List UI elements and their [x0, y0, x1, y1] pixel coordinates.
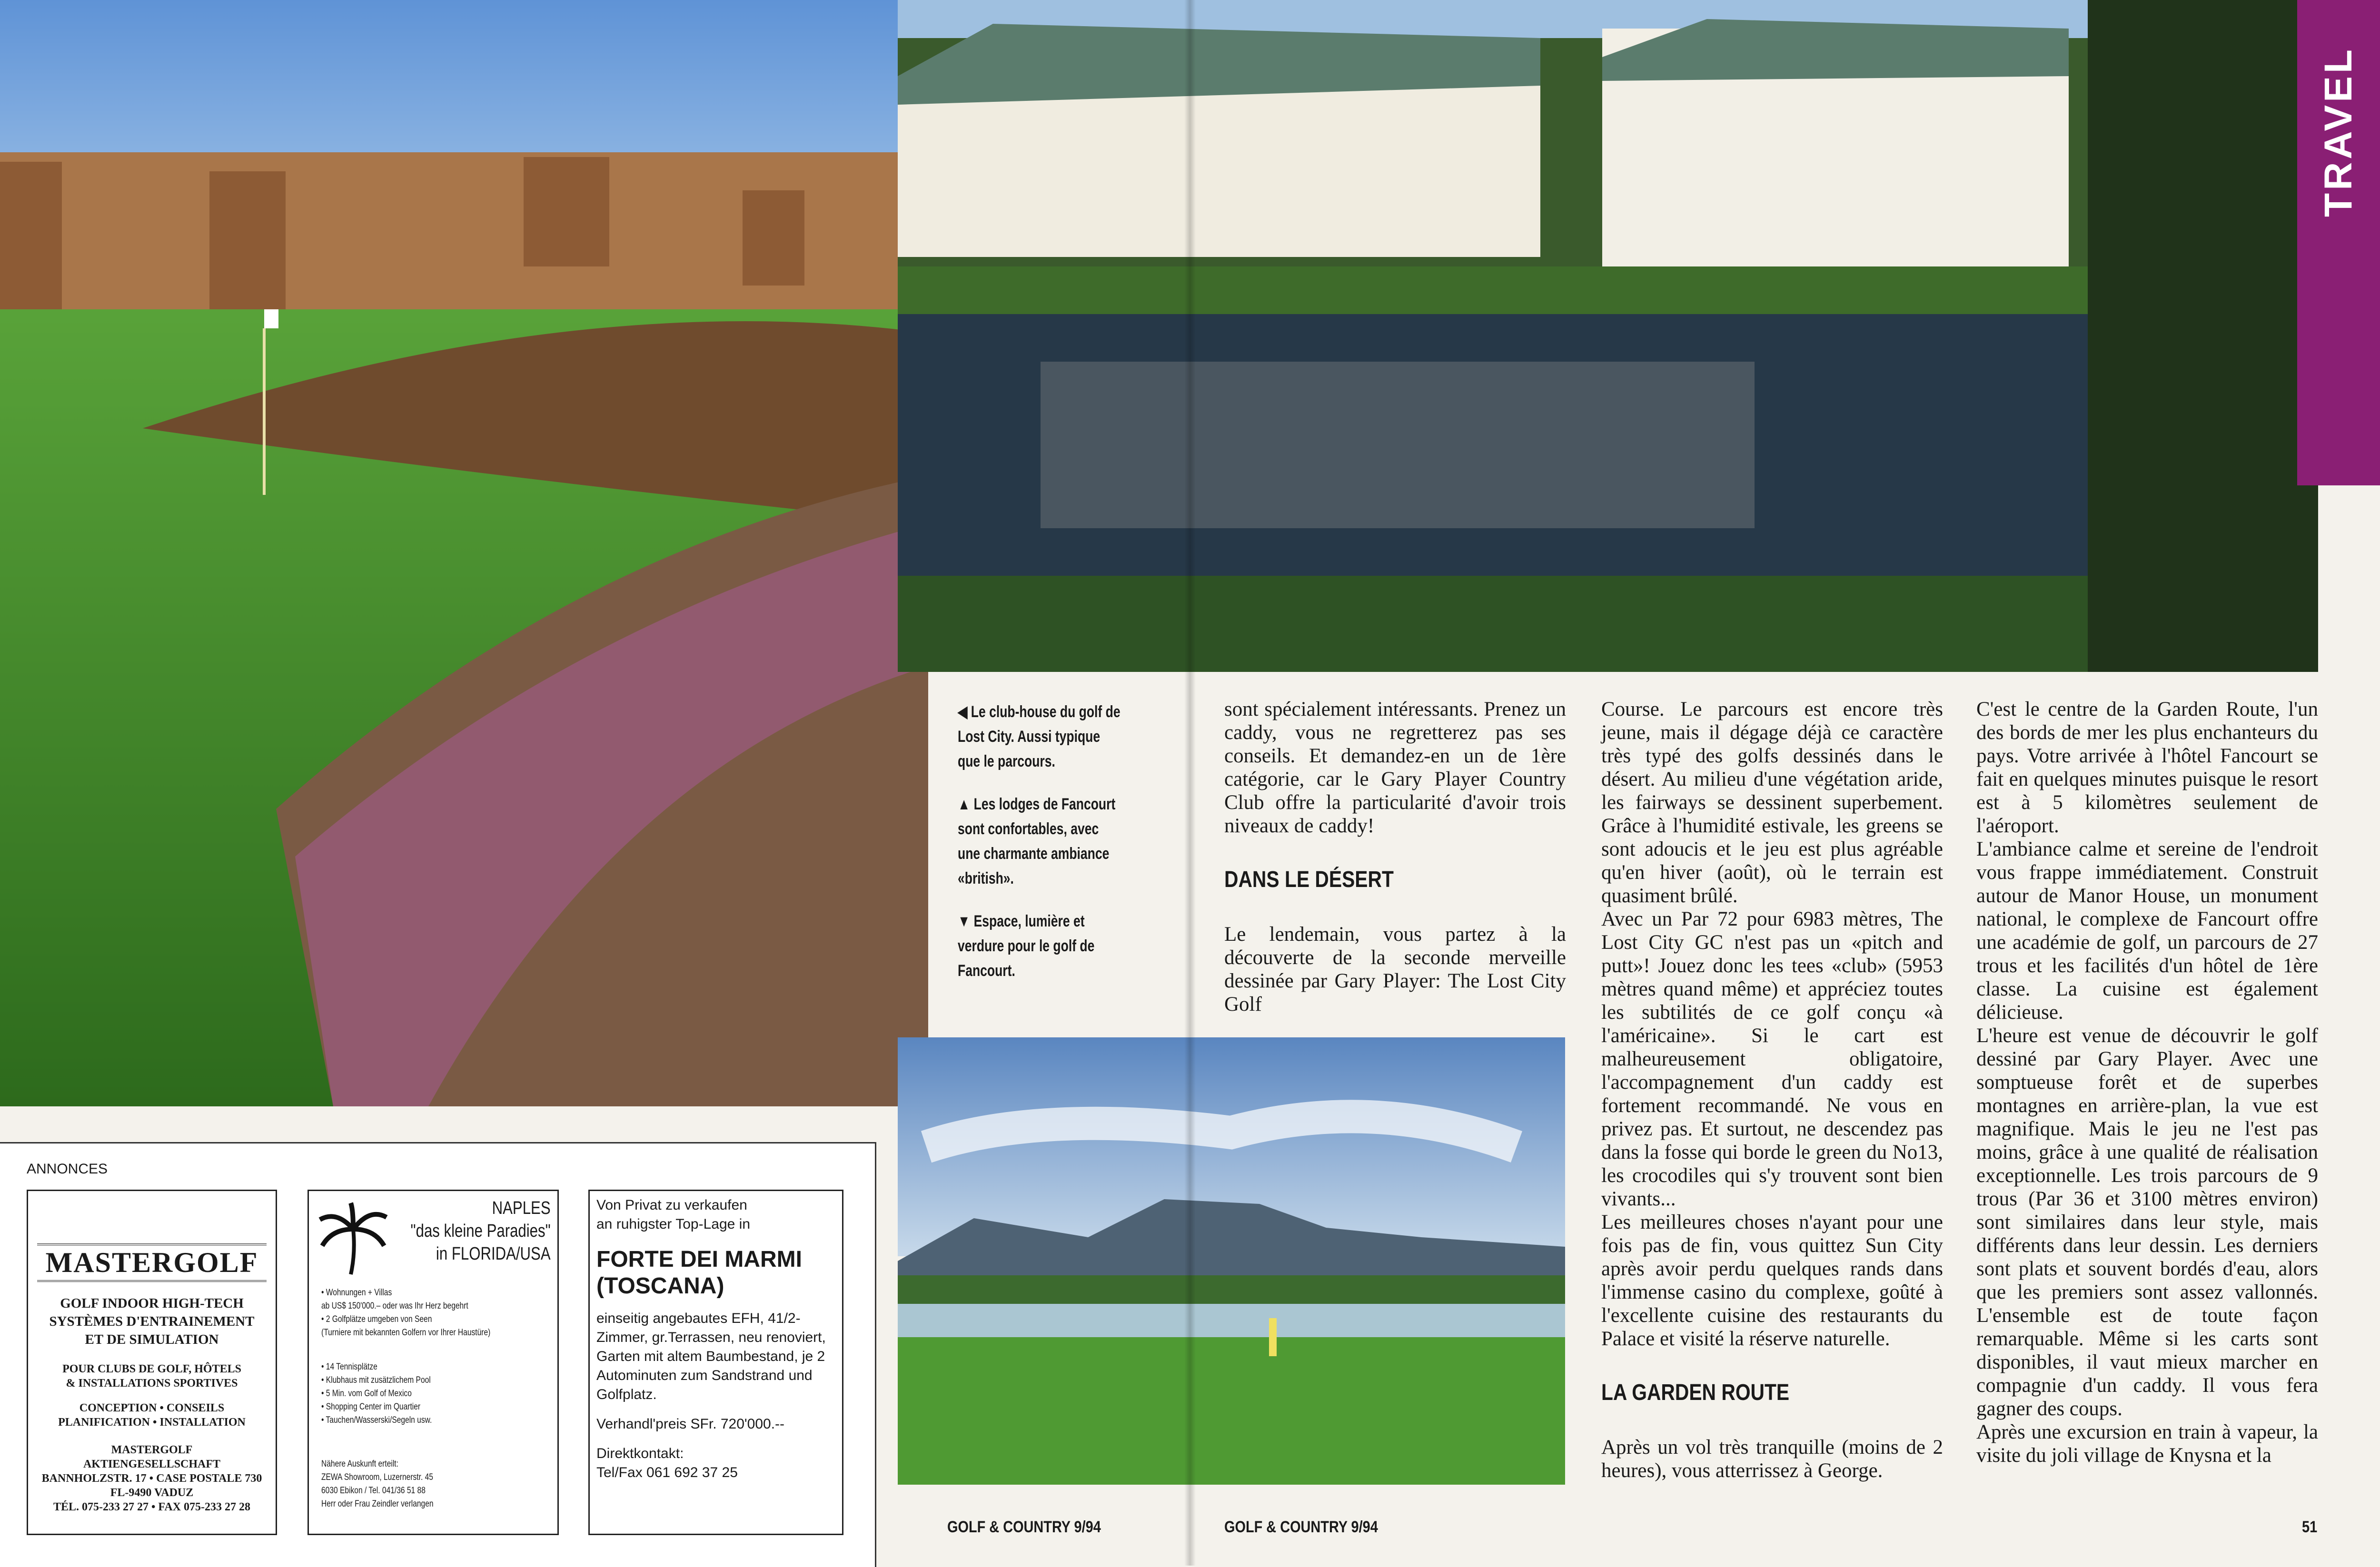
ad-text: MASTERGOLF: [111, 1444, 193, 1456]
list-item: 6030 Ebikon / Tel. 041/36 51 88: [321, 1486, 426, 1496]
paragraph: C'est le centre de la Garden Route, l'un des bords de mer les plus enchanteurs du pays. Votre arrivée à l'hôtel Fancourt se fait en quelques minutes puisque le resort est à 5 kilomètres seulement de l'aéroport.: [1976, 698, 2318, 837]
ad-mastergolf: [27, 1190, 277, 1535]
paragraph: L'heure est venue de découvrir le golf dessiné par Gary Player. Avec une somptueuse forêt et de superbes montagnes en arrière-plan, la vue est magnifique. Mais le jeu ne l'est pas moins, grâce à une qualité de réalisation exceptionnelle. Les trois parcours de 9 trous (Par 36 et 3100 mètres environ) sont similaires dans leur style, mais différents dans leur dessin. Les derniers sont plats et souvent bordés d'eau, alors que les premiers sont assez vallonnés. L'ensemble est de toute façon remarquable. Même si les carts sont disponibles, il vaut mieux marcher en compagnie d'un caddy. Il vous fera gagner des coups.: [1976, 1025, 2318, 1420]
travel-section-tab: [2297, 0, 2380, 485]
photo-captions: [958, 700, 1122, 1001]
ad-text: in FLORIDA/USA: [436, 1244, 551, 1264]
ad-text: einseitig angebautes EFH, 41/2-Zimmer, gr.Terrassen, neu renoviert, Garten mit altem Baumbestand, je 2 Autominuten zum Sandstrand und Golfplatz.: [596, 1311, 826, 1402]
naples-features: [321, 1286, 548, 1427]
article-column-2: [1601, 698, 1943, 1482]
ad-text: AKTIENGESELLSCHAFT: [83, 1458, 221, 1470]
lost-city-clubhouse-photo: [0, 0, 928, 1106]
paragraph: Avec un Par 72 pour 6983 mètres, The Lost City GC n'est pas un «pitch and putt»! Jouez donc les tees «club» (5953 mètres quand même) et appréciez toutes les subtilités de ce golf conçu «à l'américaine». Si le cart est malheureusement obligatoire, l'accompagnement d'un caddy est fortement recommandé. Ne vous en privez pas. Et surtout, ne descendez pas dans la fosse qui borde le green du No13, les crocodiles qui s'y trouvent sont bien vivants...: [1601, 908, 1943, 1210]
ad-text: FL-9490 VADUZ: [110, 1487, 194, 1499]
article-column-3: [1976, 698, 2318, 1467]
list-item: • Klubhaus mit zusätzlichem Pool: [321, 1375, 431, 1385]
folio-right: GOLF & COUNTRY 9/94: [1224, 1518, 1378, 1536]
magazine-spine: [1184, 0, 1196, 1566]
travel-tab-label: TRAVEL: [2317, 47, 2360, 217]
article-column-1: [1224, 698, 1566, 1016]
naples-contact: [321, 1458, 548, 1511]
ad-text: FORTE DEI MARMI: [596, 1247, 802, 1272]
ad-text: Von Privat zu verkaufen: [596, 1197, 747, 1213]
caption-lost-city: ◀ Le club-house du golf de Lost City. Aussi typique que le parcours.: [958, 703, 1121, 770]
ad-text: Tel/Fax 061 692 37 25: [596, 1465, 738, 1480]
caption-fancourt-lodges: ▲ Les lodges de Fancourt sont confortables, avec une charmante ambiance «british».: [958, 795, 1116, 887]
ad-text: (TOSCANA): [596, 1273, 724, 1299]
list-item: ZEWA Showroom, Luzernerstr. 45: [321, 1472, 433, 1482]
ad-text: BANNHOLZSTR. 17 • CASE POSTALE 730: [41, 1472, 262, 1485]
paragraph: Le lendemain, vous partez à la découverte de la seconde merveille dessinée par Gary Player: The Lost City Golf: [1224, 923, 1566, 1015]
ad-text: Direktkontakt:: [596, 1446, 684, 1461]
ad-text: ET DE SIMULATION: [85, 1332, 219, 1347]
caption-fancourt-golf: ▼ Espace, lumière et verdure pour le golf de Fancourt.: [958, 912, 1095, 980]
page-number: 51: [2302, 1518, 2318, 1536]
list-item: Nähere Auskunft erteilt:: [321, 1459, 398, 1469]
paragraph: Après un vol très tranquille (moins de 2 heures), vous atterrissez à George.: [1601, 1436, 1943, 1482]
paragraph: Course. Le parcours est encore très jeune, mais il dégage déjà ce caractère très typé des golfs dessinés dans le désert. Au milieu d'une végétation aride, les fairways se dessinent superbement. Grâce à l'humidité estivale, les greens se sont adoucis et le jeu est plus agréable qu'en hiver (août), où le terrain est quasiment brûlé.: [1601, 698, 1943, 907]
ad-text: POUR CLUBS DE GOLF, HÔTELS: [62, 1363, 241, 1375]
fancourt-golf-course-photo: [898, 1037, 1565, 1485]
list-item: • Tauchen/Wasserski/Segeln usw.: [321, 1415, 432, 1425]
naples-headline: [411, 1197, 551, 1265]
paragraph: Les meilleures choses n'ayant pour une fois pas de fin, vous quittez Sun City après avoir perdu quelques rands dans l'immense casino du complexe, goûté à l'excellente cuisine des restaurants du Palace et visité la réserve naturelle.: [1601, 1211, 1943, 1350]
ad-text: Verhandl'preis SFr. 720'000.--: [596, 1416, 785, 1432]
ad-text: an ruhigster Top-Lage in: [596, 1216, 750, 1232]
paragraph: Après une excursion en train à vapeur, la visite du joli village de Knysna et la: [1976, 1421, 2318, 1467]
ads-label: ANNONCES: [27, 1161, 108, 1177]
list-item: Herr oder Frau Zeindler verlangen: [321, 1499, 434, 1509]
forte-title: [596, 1246, 834, 1300]
paragraph: sont spécialement intéressants. Prenez un caddy, vous ne regretterez pas ses conseils. Et demandez-en un de 1ère catégorie, car le Gary Player Country Club offre la particularité d'avoir trois niveaux de caddy!: [1224, 698, 1566, 837]
paragraph: L'ambiance calme et sereine de l'endroit vous frappe immédiatement. Construit autour de Manor House, un monument national, le complexe de Fancourt offre une académie de golf, un parcours de 27 trous et les facilités d'un hôtel de 1ère classe. La cuisine est également délicieuse.: [1976, 838, 2318, 1024]
list-item: • 5 Min. vom Golf of Mexico: [321, 1389, 412, 1399]
fancourt-lodges-photo: [898, 0, 2318, 672]
section-heading-desert: DANS LE DÉSERT: [1224, 867, 1394, 892]
list-item: • 14 Tennisplätze: [321, 1362, 377, 1372]
ad-naples: [307, 1190, 559, 1535]
ad-text: NAPLES: [492, 1198, 551, 1218]
ad-text: PLANIFICATION • INSTALLATION: [58, 1416, 246, 1429]
list-item: • Shopping Center im Quartier: [321, 1402, 421, 1412]
ad-text: "das kleine Paradies": [410, 1221, 551, 1241]
list-item: (Turniere mit bekannten Golfern vor Ihrer Haustüre): [321, 1328, 491, 1338]
ad-forte-dei-marmi: [588, 1190, 843, 1535]
list-item: • Wohnungen + Villas: [321, 1288, 392, 1298]
list-item: • 2 Golfplätze umgeben von Seen: [321, 1314, 432, 1324]
ad-text: CONCEPTION • CONSEILS: [79, 1402, 225, 1414]
ad-text: SYSTÈMES D'ENTRAINEMENT: [49, 1314, 255, 1329]
mastergolf-logo: MASTERGOLF: [37, 1243, 267, 1282]
folio-left: GOLF & COUNTRY 9/94: [947, 1518, 1101, 1536]
ad-text: GOLF INDOOR HIGH-TECH: [60, 1296, 244, 1311]
section-heading-garden-route: LA GARDEN ROUTE: [1601, 1380, 1790, 1405]
ad-text: & INSTALLATIONS SPORTIVES: [66, 1377, 238, 1390]
palm-tree-icon: [317, 1201, 389, 1277]
ad-text: TÉL. 075-233 27 27 • FAX 075-233 27 28: [53, 1501, 250, 1513]
list-item: ab US$ 150'000.– oder was Ihr Herz begehrt: [321, 1301, 468, 1311]
